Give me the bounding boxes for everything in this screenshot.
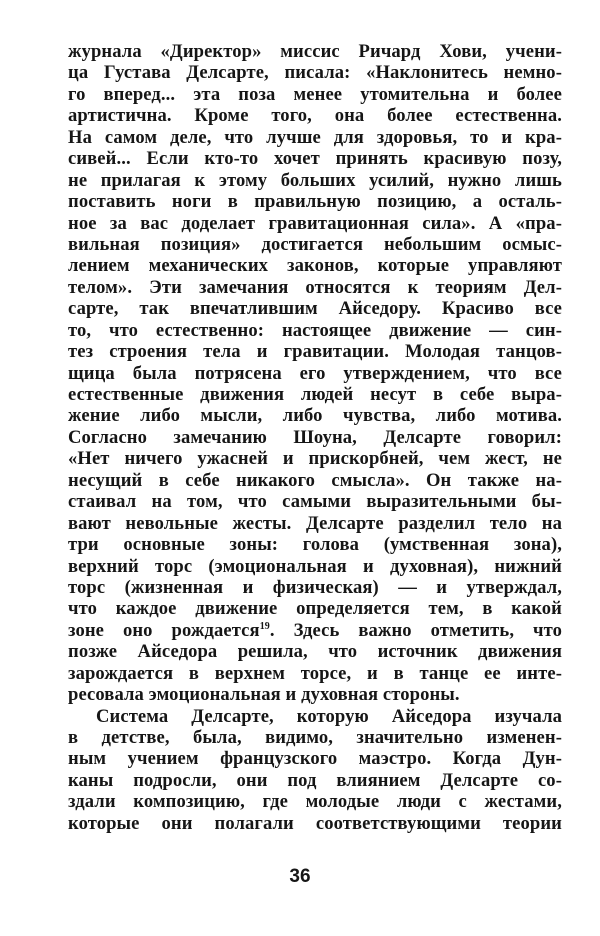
text-line <box>68 298 562 319</box>
text-line-content: сивей... Если кто-то хочет принять красивую позу, <box>68 148 562 170</box>
text-line-content: то, что естественно: настоящее движение — син- <box>68 319 562 341</box>
text-line <box>68 427 562 448</box>
text-line <box>68 577 562 598</box>
text-line <box>68 191 562 212</box>
text-line <box>68 384 562 405</box>
text-line <box>68 748 562 769</box>
text-line-content: здали композицию, где молодые люди с жестами, <box>68 791 562 813</box>
text-line-content: стаивал на том, что самыми выразительными бы- <box>68 491 562 513</box>
text-line <box>68 148 562 169</box>
text-line-content: щица была потрясена его утверждением, что все <box>68 362 562 384</box>
text-line-content: ное за вас доделает гравитационная сила». А «пра- <box>68 212 562 234</box>
text-line-content: Система Делсарте, которую Айседора изучала <box>96 705 562 727</box>
text-line <box>68 41 562 62</box>
text-line-content: сарте, так впечатлившим Айседору. Красиво все <box>68 298 562 320</box>
text-line-content: жение либо мысли, либо чувства, либо мотива. <box>68 405 562 427</box>
text-line-continuation: . Здесь важно отметить, что <box>269 619 562 641</box>
text-line-content: зоне оно рождается <box>68 619 260 641</box>
text-line <box>68 405 562 426</box>
text-line-content: торс (жизненная и физическая) — и утверждал, <box>68 576 562 598</box>
text-line-content: журнала «Директор» миссис Ричард Хови, учени- <box>68 41 562 62</box>
text-line <box>68 277 562 298</box>
text-line-content: ресовала эмоциональная и духовная стороны. <box>68 684 460 706</box>
text-line <box>68 727 562 748</box>
text-line <box>68 620 562 641</box>
text-line <box>68 84 562 105</box>
text-line-content: поставить ноги в правильную позицию, а осталь- <box>68 191 562 213</box>
text-line-content: три основные зоны: голова (умственная зона), <box>68 534 562 556</box>
text-line <box>68 491 562 512</box>
text-line <box>68 62 562 83</box>
text-line-content: несущий в себе никакого смысла». Он также на- <box>68 469 562 491</box>
text-line-content: что каждое движение определяется тем, в какой <box>68 598 562 620</box>
page-number: 36 <box>289 866 311 887</box>
text-line <box>68 706 562 727</box>
text-line-content: вают невольные жесты. Делсарте разделил тело на <box>68 512 562 534</box>
text-line <box>68 598 562 619</box>
text-line <box>68 127 562 148</box>
text-line-content: верхний торс (эмоциональная и духовная), нижний <box>68 555 562 577</box>
text-line <box>68 213 562 234</box>
text-line-content: артистична. Кроме того, она более естественна. <box>68 105 562 127</box>
text-line <box>68 470 562 491</box>
text-line <box>68 513 562 534</box>
text-line <box>68 363 562 384</box>
body-text <box>68 41 562 834</box>
text-line-content: телом». Эти замечания относятся к теориям Дел- <box>68 276 562 298</box>
text-line <box>68 170 562 191</box>
text-line-content: которые они полагали соответствующими теории <box>68 812 562 834</box>
text-line-content: лением механических законов, которые управляют <box>68 255 562 277</box>
text-line-content: естественные движения людей несут в себе выра- <box>68 384 562 405</box>
text-line-content: вильная позиция» достигается небольшим осмыс- <box>68 233 562 255</box>
text-line-content: в детстве, была, видимо, значительно изменен- <box>68 727 562 748</box>
footnote-marker: 19 <box>259 620 270 632</box>
text-line-content: ным учением французского маэстро. Когда Дун- <box>68 748 562 770</box>
text-line-content: го вперед... эта поза менее утомительна и более <box>68 83 562 105</box>
text-line <box>68 234 562 255</box>
text-line-content: не прилагая к этому больших усилий, нужно лишь <box>68 169 562 191</box>
text-line <box>68 791 562 812</box>
text-line <box>68 255 562 276</box>
text-line-content: Согласно замечанию Шоуна, Делсарте говорил: <box>68 426 562 448</box>
text-line <box>68 534 562 555</box>
text-line <box>68 556 562 577</box>
text-line-content: На самом деле, что лучше для здоровья, то и кра- <box>68 126 562 148</box>
text-line-content: позже Айседора решила, что источник движения <box>68 641 562 663</box>
text-line-content: ца Густава Делсарте, писала: «Наклонитесь немно- <box>68 62 562 84</box>
text-line <box>68 105 562 126</box>
text-line <box>68 320 562 341</box>
text-line-content: «Нет ничего ужасней и прискорбней, чем жест, не <box>68 448 562 470</box>
text-line <box>68 684 562 705</box>
text-line <box>68 770 562 791</box>
text-line <box>68 448 562 469</box>
text-line-content: каны подросли, они под влиянием Делсарте со- <box>68 769 562 791</box>
text-line <box>68 641 562 662</box>
text-line-content: зарождается в верхнем торсе, и в танце ее инте- <box>68 662 562 684</box>
text-line <box>68 341 562 362</box>
text-line <box>68 813 562 834</box>
text-line-content: тез строения тела и гравитации. Молодая танцов- <box>68 341 562 363</box>
text-line <box>68 663 562 684</box>
